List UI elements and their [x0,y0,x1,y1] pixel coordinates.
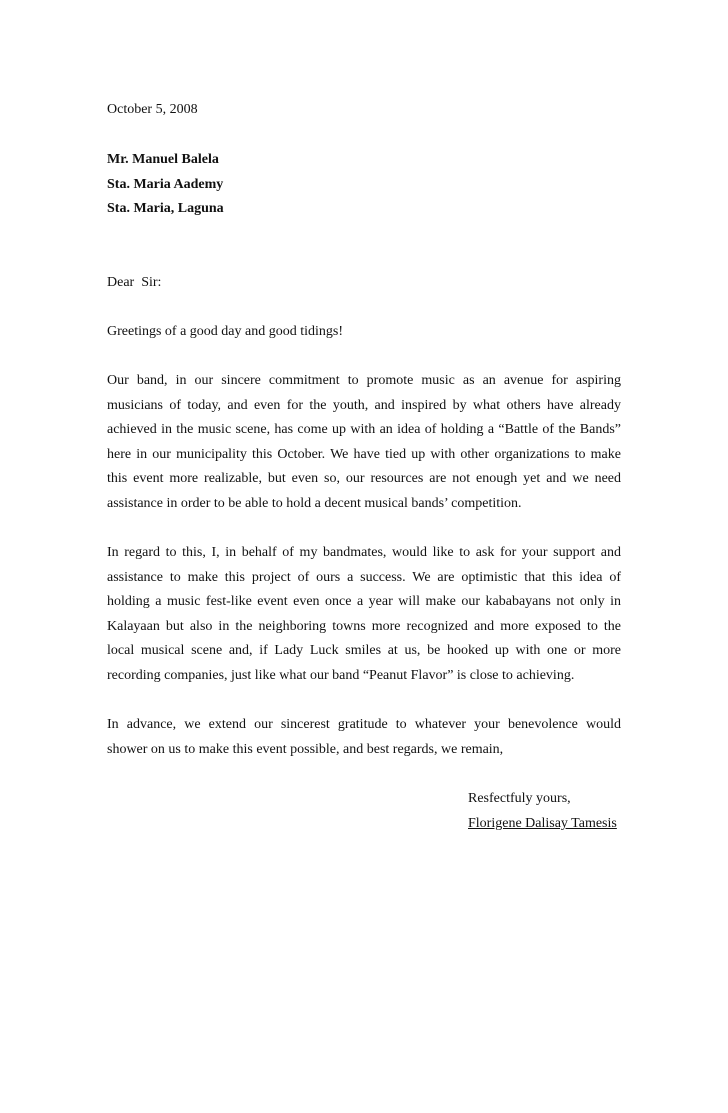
paragraph-line: recording companies, just like what our band “Peanut Flavor” is close to achieving. [107,667,575,683]
recipient-organization: Sta. Maria Aademy [107,176,224,192]
paragraph-line: here in our municipality this October. We have tied up with other organizations to make [107,446,621,462]
body-paragraph-1 [107,369,621,516]
paragraph-line: musicians of today, and even for the youth, and inspired by what others have already [107,397,621,413]
paragraph-line: shower on us to make this event possible, and best regards, we remain, [107,741,504,757]
signature-name: Florigene Dalisay Tamesis [468,816,617,831]
paragraph-line: In regard to this, I, in behalf of my bandmates, would like to ask for your support and [107,545,621,560]
recipient-location: Sta. Maria, Laguna [107,201,224,216]
salutation: Dear Sir: [107,275,162,290]
paragraph-line: achieved in the music scene, has come up with an idea of holding a “Battle of the Bands” [107,422,621,437]
body-paragraph-3 [107,713,621,762]
paragraph-line: this event more realizable, but even so, our resources are not enough yet and we need [107,471,621,486]
recipient-name: Mr. Manuel Balela [107,152,219,167]
greeting: Greetings of a good day and good tidings! [107,324,344,339]
paragraph-line: In advance, we extend our sincerest gratitude to whatever your benevolence would [107,717,621,732]
paragraph-line: holding a music fest-like event even once a year will make our kababayans not only in [107,594,621,609]
paragraph-line: local musical scene and, if Lady Luck smiles at us, be hooked up with one or more [107,643,621,658]
letter-date: October 5, 2008 [107,102,198,117]
paragraph-line: Our band, in our sincere commitment to promote music as an avenue for aspiring [107,373,621,388]
closing: Resfectfuly yours, [468,791,571,806]
paragraph-line: assistance to make this project of ours a success. We are optimistic that this idea of [107,569,621,585]
recipient-address [107,148,224,222]
paragraph-line: Kalayaan but also in the neighboring towns more recognized and more exposed to the [107,618,621,634]
body-paragraph-2 [107,541,621,688]
paragraph-line: assistance in order to be able to hold a decent musical bands’ competition. [107,495,522,511]
